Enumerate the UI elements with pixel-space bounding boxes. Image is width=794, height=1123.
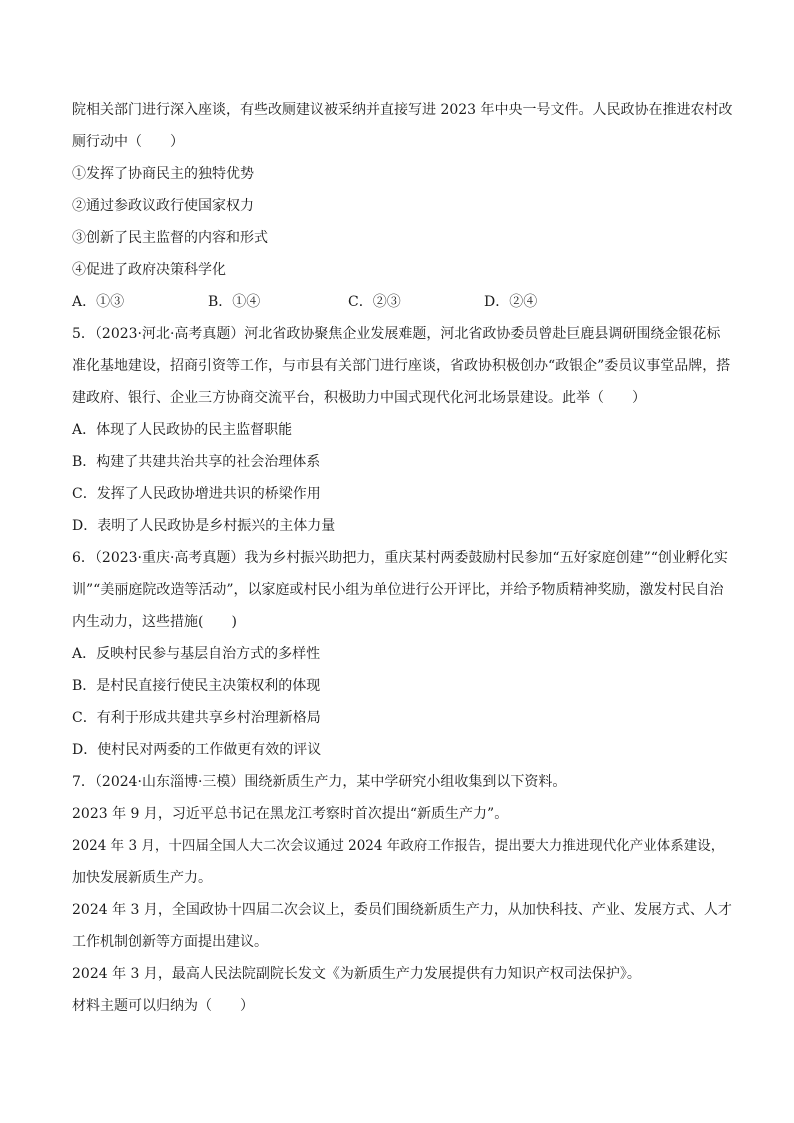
- q6-option-d[interactable]: D．使村民对两委的工作做更有效的评议: [72, 742, 322, 758]
- q7-material-2-line1: 2024 年 3 月，十四届全国人大二次会议通过 2024 年政府工作报告，提出要大力推进现代化产业体系建设，: [72, 838, 725, 854]
- q4-item-4: ④促进了政府决策科学化: [72, 262, 226, 278]
- q5-stem-line2: 准化基地建设，招商引资等工作，与市县有关部门进行座谈，省政协积极创办“政银企”委员议事堂品牌，搭: [72, 358, 731, 374]
- q4-option-b[interactable]: B．①④: [208, 294, 261, 310]
- q5-stem-line1: 5．（2023·河北·高考真题）河北省政协聚焦企业发展难题，河北省政协委员曾赴巨鹿县调研围绕金银花标: [72, 326, 721, 342]
- q4-option-d[interactable]: D．②④: [484, 294, 538, 310]
- q5-stem-line3: 建政府、银行、企业三方协商交流平台，积极助力中国式现代化河北场景建设。此举（ ）: [72, 390, 646, 406]
- q7-material-4: 2024 年 3 月，最高人民法院副院长发文《为新质生产力发展提供有力知识产权司法保护》。: [72, 966, 641, 982]
- q6-stem-line3: 内生动力，这些措施( ): [72, 614, 237, 630]
- q5-option-c[interactable]: C．发挥了人民政协增进共识的桥梁作用: [72, 486, 321, 502]
- q4-item-3: ③创新了民主监督的内容和形式: [72, 230, 268, 246]
- q6-option-c[interactable]: C．有利于形成共建共享乡村治理新格局: [72, 710, 321, 726]
- q6-stem-line2: 训”“美丽庭院改造等活动”，以家庭或村民小组为单位进行公开评比，并给予物质精神奖励，激发村民自治: [72, 582, 724, 598]
- q7-material-3-line2: 工作机制创新等方面提出建议。: [72, 934, 268, 950]
- q5-option-a[interactable]: A．体现了人民政协的民主监督职能: [72, 422, 293, 438]
- q4-item-1: ①发挥了协商民主的独特优势: [72, 166, 254, 182]
- q4-stem-line2: 厕行动中（ ）: [72, 134, 184, 150]
- q7-material-3-line1: 2024 年 3 月，全国政协十四届二次会议上，委员们围绕新质生产力，从加快科技、产业、发展方式、人才: [72, 902, 732, 918]
- q4-options: [72, 292, 722, 312]
- q4-item-2: ②通过参政议政行使国家权力: [72, 198, 254, 214]
- q6-stem-line1: 6．（2023·重庆·高考真题）我为乡村振兴助把力，重庆某村两委鼓励村民参加“五好家庭创建”“创业孵化实: [72, 550, 728, 566]
- q6-option-b[interactable]: B．是村民直接行使民主决策权利的体现: [72, 678, 321, 694]
- q7-stem: 7．（2024·山东淄博·三模）围绕新质生产力，某中学研究小组收集到以下资料。: [72, 774, 567, 790]
- q4-option-a[interactable]: A．①③: [72, 294, 125, 310]
- q7-material-2-line2: 加快发展新质生产力。: [72, 870, 212, 886]
- q7-material-1: 2023 年 9 月，习近平总书记在黑龙江考察时首次提出“新质生产力”。: [72, 806, 509, 822]
- q4-stem-line1: 院相关部门进行深入座谈，有些改厕建议被采纳并直接写进 2023 年中央一号文件。人民政协在推进农村改: [72, 102, 733, 118]
- q7-question: 材料主题可以归纳为（ ）: [72, 998, 254, 1014]
- q4-option-c[interactable]: C．②③: [348, 294, 401, 310]
- q5-option-b[interactable]: B．构建了共建共治共享的社会治理体系: [72, 454, 321, 470]
- q6-option-a[interactable]: A．反映村民参与基层自治方式的多样性: [72, 646, 321, 662]
- q5-option-d[interactable]: D．表明了人民政协是乡村振兴的主体力量: [72, 518, 336, 534]
